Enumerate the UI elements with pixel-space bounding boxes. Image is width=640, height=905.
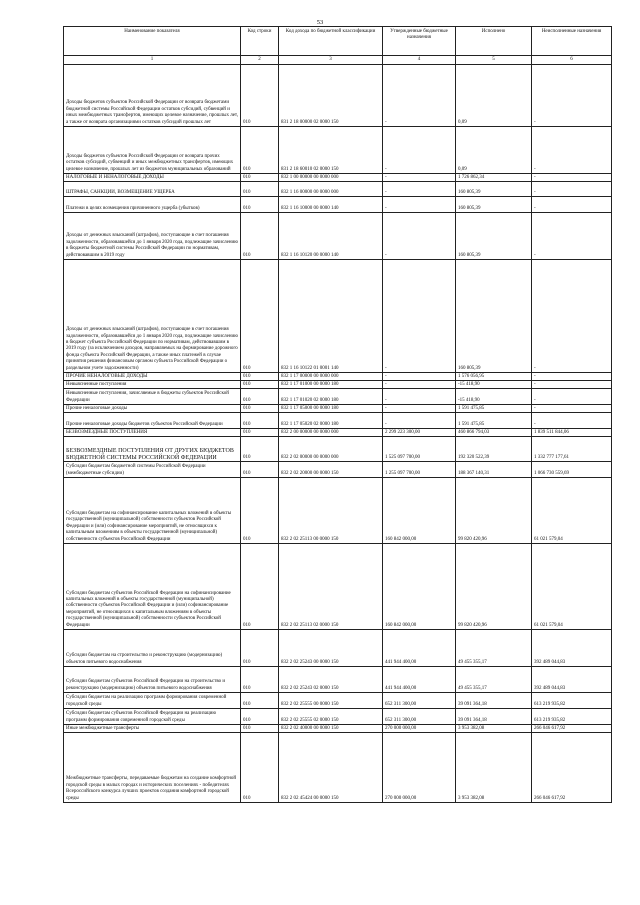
header-unexecuted: Неисполненные назначения	[532, 27, 612, 56]
table-row	[64, 182, 612, 197]
unexecuted-amount: 61 021 579,04	[532, 478, 612, 544]
indicator-name: Субсидии бюджетам на строительство и реконструкцию (модернизацию) объектов питьевого водоснабжения	[64, 630, 241, 667]
line-code: 010	[241, 405, 279, 413]
indicator-name: Прочие неналоговые доходы	[64, 405, 241, 413]
unexecuted-amount: 1 839 511 844,06	[532, 429, 612, 437]
indicator-name: БЕЗВОЗМЕЗДНЫЕ ПОСТУПЛЕНИЯ	[64, 429, 241, 437]
budget-classification-code: 832 2 02 20000 00 0000 150	[279, 462, 383, 478]
table-body	[64, 65, 612, 803]
budget-classification-code: 832 1 16 00000 00 0000 000	[279, 182, 383, 197]
executed-amount: 192 320 522,39	[456, 437, 532, 462]
table-row	[64, 197, 612, 213]
line-code: 010	[241, 630, 279, 667]
table-row	[64, 462, 612, 478]
approved-amount: -	[383, 182, 456, 197]
line-code: 010	[241, 389, 279, 405]
budget-classification-code: 832 2 02 25243 02 0000 150	[279, 667, 383, 693]
line-code: 010	[241, 462, 279, 478]
executed-amount: 39 091 364,18	[456, 709, 532, 725]
indicator-name: Субсидии бюджетам субъектов Российской Федерации на софинансирование капитальных вложений в объекты государственной (муниципальной) собственности субъектов Российской Федерации и (или) софинансирование мероприятий, не относящихся к капитальным вложениям в объекты государственной (муниципальной) собственности субъектов Российской Федерации	[64, 544, 241, 630]
budget-classification-code: 832 2 02 25113 02 0000 150	[279, 544, 383, 630]
line-code: 010	[241, 213, 279, 260]
approved-amount: 652 311 300,00	[383, 693, 456, 709]
indicator-name: Доходы бюджетов субъектов Российской Федерации от возврата прочих остатков субсидий, субвенций и иных межбюджетных трансфертов, имеющих целевое назначение, прошлых лет из бюджетов муниципальных образований	[64, 127, 241, 174]
table-row	[64, 544, 612, 630]
budget-classification-code: 832 2 00 00000 00 0000 000	[279, 429, 383, 437]
line-code: 010	[241, 197, 279, 213]
table-row	[64, 725, 612, 733]
line-code: 010	[241, 709, 279, 725]
unexecuted-amount: -	[532, 381, 612, 389]
table-row	[64, 389, 612, 405]
executed-amount: 3 953 382,08	[456, 725, 532, 733]
indicator-name: Субсидии бюджетам субъектов Российской Федерации на реализацию программ формирования современной городской среды	[64, 709, 241, 725]
executed-amount: 1 591 475,85	[456, 405, 532, 413]
approved-amount: 2 299 223 300,00	[383, 429, 456, 437]
table-row	[64, 260, 612, 373]
unexecuted-amount: 1 332 777 177,61	[532, 437, 612, 462]
unexecuted-amount: -	[532, 213, 612, 260]
table-row	[64, 437, 612, 462]
line-code: 010	[241, 174, 279, 182]
approved-amount: 270 000 000,00	[383, 725, 456, 733]
approved-amount: 270 000 000,00	[383, 733, 456, 803]
budget-classification-code: 832 2 02 00000 00 0000 000	[279, 437, 383, 462]
table-row	[64, 381, 612, 389]
budget-classification-code: 831 2 18 00000 02 0000 150	[279, 65, 383, 127]
budget-classification-code: 832 1 00 00000 00 0000 000	[279, 174, 383, 182]
unexecuted-amount: -	[532, 373, 612, 381]
budget-classification-code: 832 1 16 10122 01 0001 140	[279, 260, 383, 373]
indicator-name: Платежи в целях возмещения причиненного ущерба (убытков)	[64, 197, 241, 213]
revenue-report-table	[63, 26, 612, 803]
unexecuted-amount: 266 046 617,92	[532, 725, 612, 733]
line-code: 010	[241, 127, 279, 174]
approved-amount: -	[383, 413, 456, 429]
line-code: 010	[241, 373, 279, 381]
approved-amount: 441 944 400,00	[383, 630, 456, 667]
indicator-name: ПРОЧИЕ НЕНАЛОГОВЫЕ ДОХОДЫ	[64, 373, 241, 381]
executed-amount: 99 820 420,96	[456, 478, 532, 544]
executed-amount: 3 953 382,08	[456, 733, 532, 803]
approved-amount: -	[383, 65, 456, 127]
column-number: 4	[383, 56, 456, 65]
budget-classification-code: 832 1 17 01020 02 0000 180	[279, 389, 383, 405]
unexecuted-amount: 613 219 935,82	[532, 693, 612, 709]
page-number: 53	[316, 19, 324, 26]
indicator-name: ШТРАФЫ, САНКЦИИ, ВОЗМЕЩЕНИЕ УЩЕРБА	[64, 182, 241, 197]
indicator-name: Доходы от денежных взысканий (штрафов), поступающие в счет погашения задолженности, образовавшейся до 1 января 2020 года, подлежащие зачислению в бюджет субъекта Российской Федерации по нормативам, действовавшим в 2019 году (за исключением доходов, направляемых на формирование дорожного фонда субъекта Российской Федерации, а также иных платежей в случае принятия решения финансовым органом субъекта Российской Федерации о раздельном учете задолженности)	[64, 260, 241, 373]
budget-classification-code: 832 1 17 00000 00 0000 000	[279, 373, 383, 381]
budget-classification-code: 832 2 02 25555 00 0000 150	[279, 693, 383, 709]
table-row	[64, 127, 612, 174]
table-row	[64, 709, 612, 725]
table-row	[64, 630, 612, 667]
indicator-name: Доходы от денежных взысканий (штрафов), поступающие в счет погашения задолженности, образовавшейся до 1 января 2020 года, подлежащие зачислению в бюджеты бюджетной системы Российской Федерации по нормативам, действовавшим в 2019 году	[64, 213, 241, 260]
approved-amount: -	[383, 174, 456, 182]
table-row	[64, 405, 612, 413]
table-row	[64, 693, 612, 709]
header-name: Наименование показателя	[64, 27, 241, 56]
budget-classification-code: 832 1 17 05000 00 0000 180	[279, 405, 383, 413]
column-number-row	[64, 56, 612, 65]
indicator-name: Иные межбюджетные трансферты	[64, 725, 241, 733]
executed-amount: 160 805,39	[456, 182, 532, 197]
budget-classification-code: 832 1 17 01000 00 0000 180	[279, 381, 383, 389]
indicator-name: Прочие неналоговые доходы бюджетов субъектов Российской Федерации	[64, 413, 241, 429]
unexecuted-amount: -	[532, 65, 612, 127]
approved-amount: 652 311 300,00	[383, 709, 456, 725]
line-code: 010	[241, 544, 279, 630]
line-code: 010	[241, 437, 279, 462]
executed-amount: 1 726 862,34	[456, 174, 532, 182]
unexecuted-amount: -	[532, 260, 612, 373]
line-code: 010	[241, 667, 279, 693]
budget-classification-code: 832 2 02 25113 00 0000 150	[279, 478, 383, 544]
indicator-name: Невыясненные поступления	[64, 381, 241, 389]
executed-amount: 160 805,39	[456, 213, 532, 260]
column-number: 1	[64, 56, 241, 65]
approved-amount: 1 255 097 700,00	[383, 462, 456, 478]
executed-amount: 1 591 475,85	[456, 413, 532, 429]
budget-classification-code: 832 2 02 25555 02 0000 150	[279, 709, 383, 725]
header-kbk: Код дохода по бюджетной классификации	[279, 27, 383, 56]
column-number: 6	[532, 56, 612, 65]
executed-amount: 99 820 420,96	[456, 544, 532, 630]
line-code: 010	[241, 693, 279, 709]
header-executed: Исполнено	[456, 27, 532, 56]
approved-amount: -	[383, 127, 456, 174]
line-code: 010	[241, 65, 279, 127]
approved-amount: -	[383, 405, 456, 413]
column-number: 5	[456, 56, 532, 65]
indicator-name: Субсидии бюджетам субъектов Российской Федерации на строительство и реконструкцию (модернизацию) объектов питьевого водоснабжения	[64, 667, 241, 693]
approved-amount: 1 525 097 700,00	[383, 437, 456, 462]
executed-amount: -15 418,90	[456, 389, 532, 405]
executed-amount: 39 091 364,18	[456, 693, 532, 709]
table-row	[64, 429, 612, 437]
header-code: Код строки	[241, 27, 279, 56]
line-code: 010	[241, 381, 279, 389]
table-row	[64, 174, 612, 182]
table-row	[64, 373, 612, 381]
executed-amount: 0,09	[456, 65, 532, 127]
unexecuted-amount: -	[532, 389, 612, 405]
column-number: 3	[279, 56, 383, 65]
unexecuted-amount: -	[532, 413, 612, 429]
indicator-name: Субсидии бюджетам на софинансирование капитальных вложений в объекты государственной (муниципальной) собственности субъектов Российской Федерации и (или) софинансирование мероприятий, не относящихся к капитальным вложениям в объекты государственной (муниципальной) собственности субъектов Российской Федерации	[64, 478, 241, 544]
table-row	[64, 213, 612, 260]
table-row	[64, 478, 612, 544]
indicator-name: Субсидии бюджетам бюджетной системы Российской Федерации (межбюджетные субсидии)	[64, 462, 241, 478]
executed-amount: -15 418,90	[456, 381, 532, 389]
line-code: 010	[241, 478, 279, 544]
approved-amount: 160 842 000,00	[383, 544, 456, 630]
line-code: 010	[241, 429, 279, 437]
table-row	[64, 667, 612, 693]
unexecuted-amount: 392 489 044,83	[532, 667, 612, 693]
indicator-name: Межбюджетные трансферты, передаваемые бюджетам на создание комфортной городской среды в малых городах и исторических поселениях - победителях Всероссийского конкурса лучших проектов создания комфортной городской среды	[64, 733, 241, 803]
approved-amount: -	[383, 213, 456, 260]
unexecuted-amount: 1 066 730 559,69	[532, 462, 612, 478]
budget-classification-code: 831 2 18 60010 02 0000 150	[279, 127, 383, 174]
line-code: 010	[241, 413, 279, 429]
budget-classification-code: 832 2 02 45424 00 0000 150	[279, 733, 383, 803]
unexecuted-amount: 613 219 935,82	[532, 709, 612, 725]
table-row	[64, 413, 612, 429]
budget-classification-code: 832 2 02 40000 00 0000 150	[279, 725, 383, 733]
column-number: 2	[241, 56, 279, 65]
executed-amount: 188 367 140,31	[456, 462, 532, 478]
approved-amount: 160 842 000,00	[383, 478, 456, 544]
executed-amount: 1 576 056,95	[456, 373, 532, 381]
unexecuted-amount: -	[532, 174, 612, 182]
indicator-name: Невыясненные поступления, зачисляемые в бюджеты субъектов Российской Федерации	[64, 389, 241, 405]
header-row	[64, 27, 612, 56]
executed-amount: 160 805,39	[456, 197, 532, 213]
unexecuted-amount: -	[532, 182, 612, 197]
budget-classification-code: 832 1 17 05020 02 0000 180	[279, 413, 383, 429]
approved-amount: -	[383, 381, 456, 389]
approved-amount: 441 944 400,00	[383, 667, 456, 693]
line-code: 010	[241, 725, 279, 733]
table-row	[64, 733, 612, 803]
unexecuted-amount: 266 046 617,92	[532, 733, 612, 803]
executed-amount: 0,09	[456, 127, 532, 174]
line-code: 010	[241, 260, 279, 373]
unexecuted-amount: -	[532, 197, 612, 213]
unexecuted-amount: -	[532, 127, 612, 174]
approved-amount: -	[383, 389, 456, 405]
budget-classification-code: 832 1 16 10000 00 0000 140	[279, 197, 383, 213]
indicator-name: Доходы бюджетов субъектов Российской Федерации от возврата бюджетами бюджетной системы Российской Федерации остатков субсидий, субвенций и иных межбюджетных трансфертов, имеющих целевое назначение, прошлых лет, а также от возврата организациями остатков субсидий прошлых лет	[64, 65, 241, 127]
unexecuted-amount: 392 489 044,83	[532, 630, 612, 667]
line-code: 010	[241, 733, 279, 803]
executed-amount: 460 866 794,03	[456, 429, 532, 437]
unexecuted-amount: -	[532, 405, 612, 413]
executed-amount: 49 455 355,17	[456, 630, 532, 667]
indicator-name: НАЛОГОВЫЕ И НЕНАЛОГОВЫЕ ДОХОДЫ	[64, 174, 241, 182]
budget-classification-code: 832 2 02 25243 00 0000 150	[279, 630, 383, 667]
header-approved: Утвержденные бюджетные назначения	[383, 27, 456, 56]
approved-amount: -	[383, 197, 456, 213]
executed-amount: 160 805,39	[456, 260, 532, 373]
approved-amount: -	[383, 260, 456, 373]
indicator-name: Субсидии бюджетам на реализацию программ формирования современной городской среды	[64, 693, 241, 709]
unexecuted-amount: 61 021 579,04	[532, 544, 612, 630]
table-row	[64, 65, 612, 127]
executed-amount: 49 455 355,17	[456, 667, 532, 693]
indicator-name: БЕЗВОЗМЕЗДНЫЕ ПОСТУПЛЕНИЯ ОТ ДРУГИХ БЮДЖЕТОВ БЮДЖЕТНОЙ СИСТЕМЫ РОССИЙСКОЙ ФЕДЕРАЦИИ	[64, 437, 241, 462]
approved-amount: -	[383, 373, 456, 381]
line-code: 010	[241, 182, 279, 197]
budget-classification-code: 832 1 16 10120 00 0000 140	[279, 213, 383, 260]
